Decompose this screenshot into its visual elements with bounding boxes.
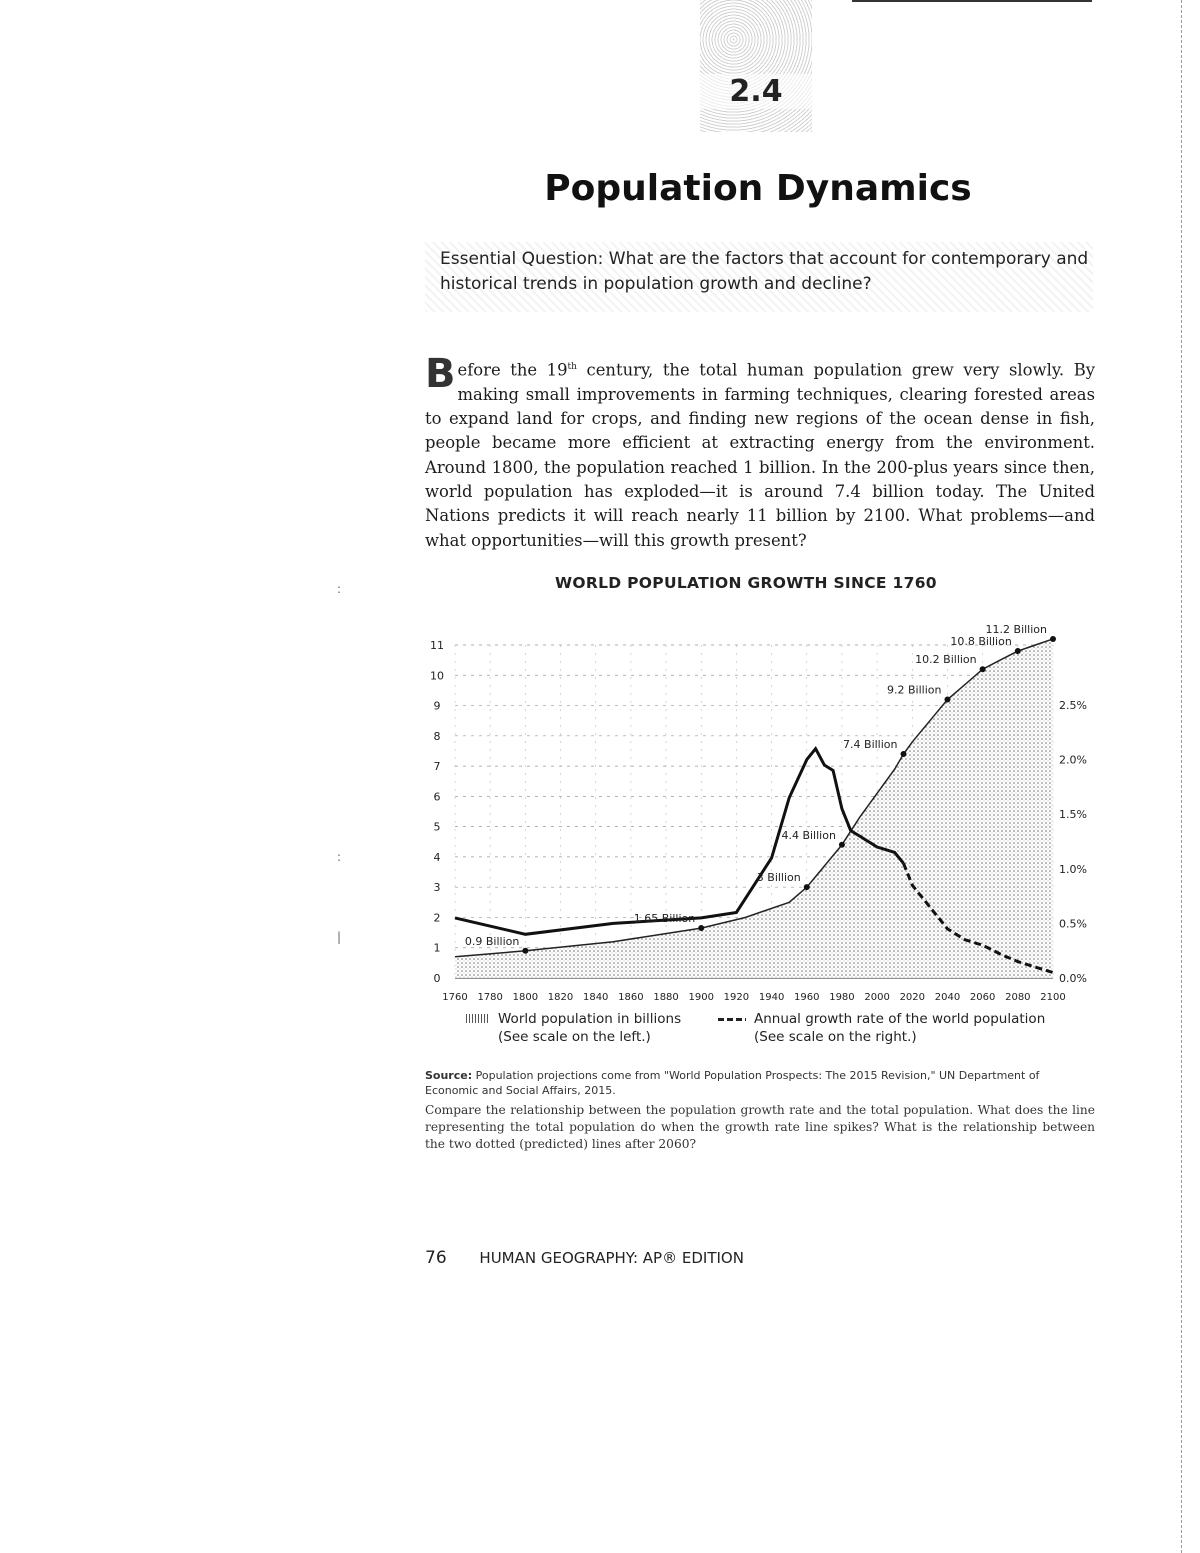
page-edge — [1180, 0, 1182, 1553]
y-left-tick-label: 11 — [430, 639, 444, 652]
x-tick-label: 1900 — [688, 992, 714, 1003]
margin-mark: | — [337, 930, 342, 944]
y-left-tick-label: 10 — [430, 669, 444, 683]
population-label: 7.4 Billion — [843, 737, 898, 751]
population-label: 0.9 Billion — [464, 934, 520, 948]
source-note — [425, 1068, 1095, 1098]
y-right-tick-label: 2.5% — [1059, 699, 1087, 712]
population-area — [455, 639, 1053, 978]
top-rule — [852, 0, 1092, 2]
population-label: 11.2 Billion — [985, 622, 1047, 636]
x-tick-label: 1800 — [512, 992, 539, 1003]
page-title: Population Dynamics — [544, 168, 972, 209]
y-left-tick-label: 4 — [433, 850, 441, 864]
book-title: HUMAN GEOGRAPHY: AP® EDITION — [479, 1249, 744, 1267]
x-tick-label: 2100 — [1040, 992, 1066, 1003]
x-tick-label: 1780 — [477, 992, 503, 1003]
section-badge — [700, 0, 812, 132]
y-left-tick-label: 6 — [433, 790, 441, 804]
essential-question — [440, 247, 1090, 297]
legend-population-label: World population in billions — [498, 1011, 682, 1027]
x-tick-label: 1820 — [547, 992, 574, 1003]
legend-dots-icon — [466, 1014, 490, 1023]
population-label: 3 Billion — [756, 871, 801, 885]
population-chart — [425, 610, 1095, 1010]
legend-growth-note: (See scale on the right.) — [754, 1029, 917, 1045]
population-label: 10.8 Billion — [950, 635, 1012, 649]
y-right-tick-label: 0.5% — [1059, 917, 1087, 931]
x-tick-label: 2040 — [934, 992, 961, 1003]
x-tick-label: 2060 — [969, 992, 996, 1003]
x-tick-label: 1860 — [618, 992, 644, 1003]
population-label: 4.4 Billion — [781, 828, 836, 842]
intro-text-2: century, the total human population grew very slowly. By making small improvements in farming techniques, clearing forested areas to expand land for crops, and finding new regions of the ocean dense in fish, people became more efficient at extracting energy from the environment. Around 1800, the population reached 1 billion. In the 200-plus years since then, world population has exploded—it is around 7.4 billion today. The United Nations predicts it will reach nearly 11 billion by 2100. What problems—and what opportunities—will this growth present? — [425, 360, 1095, 550]
y-left-tick-label: 0 — [433, 972, 441, 985]
population-marker — [839, 842, 845, 848]
source-text: Population projections come from "World Population Prospects: The 2015 Revision," UN Department of Economic and Social Affairs, 2015. — [425, 1069, 1040, 1097]
x-tick-label: 1980 — [829, 992, 855, 1003]
population-label: 1.65 Billion — [633, 912, 696, 926]
population-marker — [698, 925, 704, 931]
page-footer — [425, 1248, 744, 1268]
population-marker — [1015, 648, 1021, 654]
page-number: 76 — [425, 1248, 447, 1268]
population-marker — [944, 696, 950, 702]
essential-question-text: What are the factors that account for contemporary and historical trends in population growth and decline? — [440, 249, 1089, 294]
legend-growth — [718, 1010, 1045, 1046]
y-left-tick-label: 7 — [433, 760, 441, 774]
y-right-tick-label: 1.5% — [1059, 808, 1087, 822]
legend-dash-icon — [718, 1018, 746, 1021]
x-tick-label: 1920 — [723, 992, 750, 1003]
chart-title: WORLD POPULATION GROWTH SINCE 1760 — [555, 574, 937, 592]
y-left-tick-label: 5 — [433, 820, 441, 834]
essential-question-label: Essential Question: — [440, 249, 604, 269]
population-marker — [1050, 636, 1056, 642]
intro-paragraph — [425, 351, 1095, 553]
y-right-tick-label: 0.0% — [1059, 972, 1087, 985]
population-marker — [522, 948, 528, 954]
y-right-tick-label: 1.0% — [1059, 862, 1087, 876]
y-left-tick-label: 8 — [433, 729, 441, 743]
y-left-tick-label: 2 — [433, 911, 441, 925]
chart-caption: Compare the relationship between the population growth rate and the total population. What does the line representing the total population do when the growth rate line spikes? What is the relationship between the two dotted (predicted) lines after 2060? — [425, 1103, 1095, 1151]
y-left-tick-label: 9 — [433, 699, 441, 713]
legend-population — [466, 1010, 681, 1046]
x-axis — [442, 978, 1065, 1003]
section-number: 2.4 — [700, 74, 812, 109]
x-tick-label: 2080 — [1005, 992, 1031, 1003]
x-tick-label: 1960 — [794, 992, 820, 1003]
drop-cap: B — [425, 351, 456, 397]
x-tick-label: 1840 — [582, 992, 609, 1003]
x-tick-label: 2020 — [899, 992, 926, 1003]
margin-mark: : — [337, 850, 342, 864]
population-marker — [980, 666, 986, 672]
x-tick-label: 1880 — [653, 992, 679, 1003]
source-label: Source: — [425, 1069, 473, 1082]
population-label: 9.2 Billion — [887, 683, 942, 697]
legend-population-note: (See scale on the left.) — [498, 1029, 651, 1045]
left-axis — [430, 639, 444, 985]
intro-text-1: efore the 19 — [457, 360, 568, 380]
chart-series — [455, 639, 1053, 978]
right-axis — [1059, 699, 1087, 985]
margin-mark: : — [337, 582, 342, 596]
y-left-tick-label: 3 — [433, 881, 441, 895]
intro-superscript: th — [567, 362, 577, 372]
y-left-tick-label: 1 — [433, 941, 441, 955]
y-right-tick-label: 2.0% — [1059, 753, 1087, 767]
population-marker — [901, 751, 907, 757]
x-tick-label: 1940 — [758, 992, 785, 1003]
population-label: 10.2 Billion — [915, 653, 977, 667]
legend-growth-label: Annual growth rate of the world population — [754, 1011, 1046, 1027]
population-marker — [804, 884, 810, 890]
x-tick-label: 1760 — [442, 992, 468, 1003]
x-tick-label: 2000 — [864, 992, 890, 1003]
